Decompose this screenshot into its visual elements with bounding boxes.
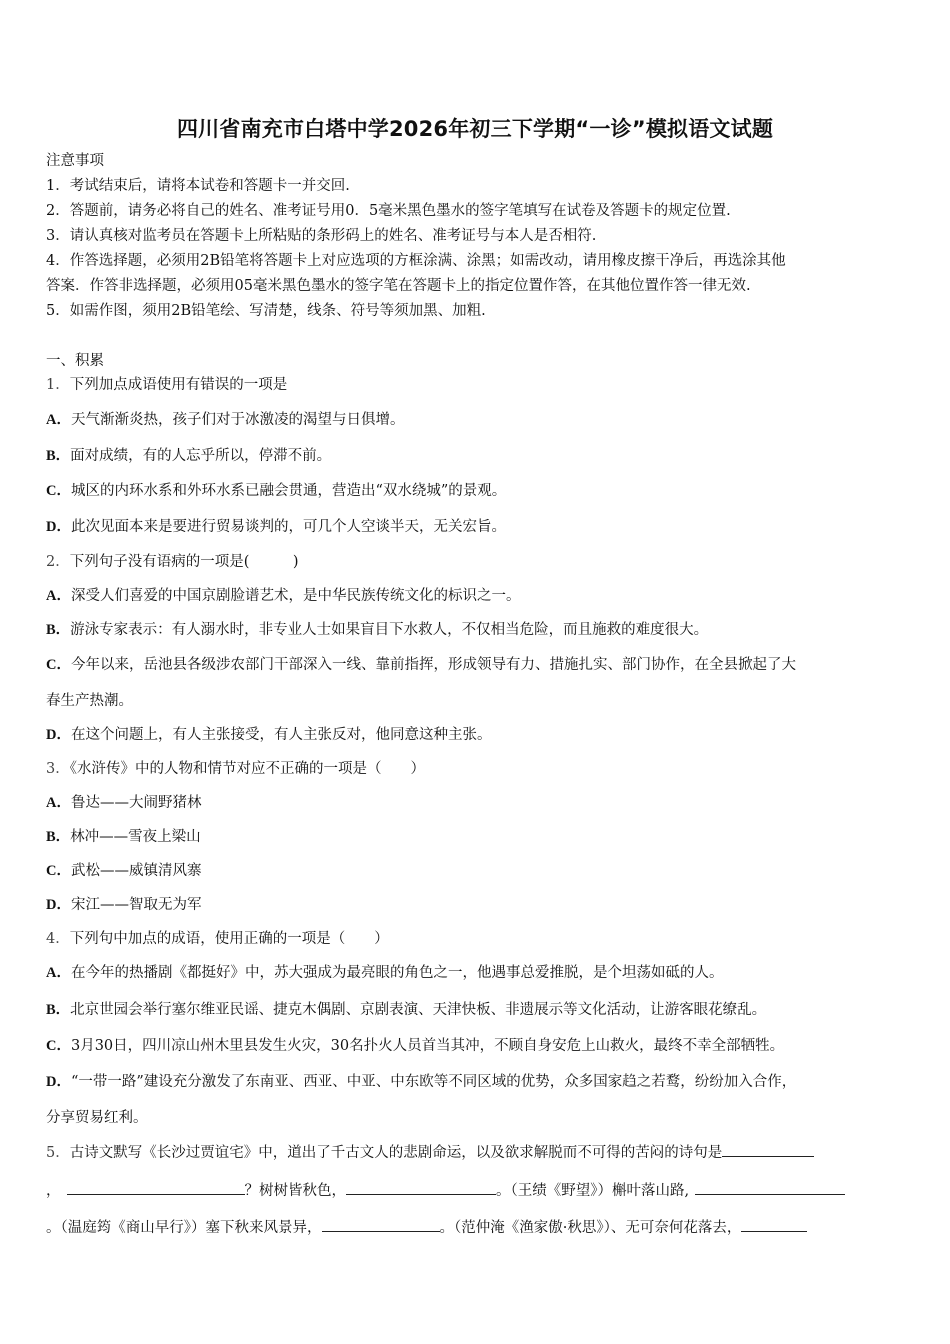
question-1-option-d [46, 517, 506, 537]
question-text: 古诗文默写《长沙过贾谊宅》中，道出了千古文人的悲剧命运，以及欲求解脱而不可得的苦闷的诗句是 [69, 1145, 723, 1161]
question-2-option-d [46, 725, 491, 745]
question-3-option-a [46, 793, 201, 813]
question-2-option-c [46, 655, 796, 675]
poem-text: 。（温庭筠《商山早行》）塞下秋来风景异， [46, 1220, 322, 1236]
question-text: 下列句中加点的成语，使用正确的一项是（ ） [69, 931, 389, 947]
question-3-option-d [46, 895, 201, 915]
question-3-stem [46, 759, 425, 779]
question-number: 4． [46, 931, 70, 947]
poem-text: 。（王绩《野望》）槲叶落山路, [496, 1183, 690, 1199]
option-label: B． [46, 622, 71, 638]
question-4-stem [46, 929, 389, 949]
question-4-option-a [46, 963, 723, 983]
option-text: 深受人们喜爱的中国京剧脸谱艺术，是中华民族传统文化的标识之一。 [70, 588, 521, 604]
option-label: A． [46, 965, 71, 981]
notice-item-2: 2．答题前，请务必将自己的姓名、准考证号用0．5毫米黑色墨水的签字笔填写在试卷及答题卡的规定位置. [46, 203, 731, 219]
question-number: 5． [46, 1145, 70, 1161]
answer-blank[interactable] [741, 1217, 807, 1232]
question-text: 《水浒传》中的人物和情节对应不正确的一项是（ ） [69, 761, 425, 777]
question-4-option-b [46, 1000, 766, 1020]
option-label: C． [46, 483, 71, 499]
question-1-stem [46, 375, 287, 395]
answer-blank[interactable] [695, 1180, 845, 1195]
option-text: 游泳专家表示：有人溺水时，非专业人士如果盲目下水救人，不仅相当危险，而且施救的难度很大。 [70, 622, 709, 638]
option-label: A． [46, 412, 71, 428]
notice-item-3: 3．请认真核对监考员在答题卡上所粘贴的条形码上的姓名、准考证号与本人是否相符. [46, 228, 597, 244]
notice-item-4: 4．作答选择题，必须用2B铅笔将答题卡上对应选项的方框涂满、涂黑；如需改动，请用橡皮擦干净后，再选涂其他 [46, 253, 786, 269]
question-4-option-d-cont: 分享贸易红利。 [46, 1110, 148, 1126]
section-heading: 一、积累 [46, 353, 104, 369]
option-label: C． [46, 657, 71, 673]
option-text: 面对成绩，有的人忘乎所以，停滞不前。 [70, 448, 332, 464]
option-text: 在今年的热播剧《都挺好》中，苏大强成为最亮眼的角色之一，他遇事总爱推脱，是个坦荡如砥的人。 [70, 965, 724, 981]
poem-text: 。（范仲淹《渔家傲·秋思》）、无可奈何花落去， [439, 1220, 742, 1236]
question-number: 1． [46, 377, 70, 393]
question-1-option-b [46, 446, 331, 466]
question-text: 下列句子没有语病的一项是( ) [69, 554, 299, 570]
question-4-option-d [46, 1072, 796, 1092]
notice-item-5: 5．如需作图，须用2B铅笔绘、写清楚，线条、符号等须加黑、加粗. [46, 303, 486, 319]
option-text: “一带一路”建设充分激发了东南亚、西亚、中亚、中东欧等不同区域的优势，众多国家趋之若鹜，纷纷加入合作， [70, 1074, 797, 1090]
notice-item-1: 1．考试结束后，请将本试卷和答题卡一并交回. [46, 178, 350, 194]
option-text: 宋江——智取无为军 [70, 897, 202, 913]
notice-heading: 注意事项 [46, 153, 104, 169]
option-text: 北京世园会举行塞尔维亚民谣、捷克木偶剧、京剧表演、天津快板、非遗展示等文化活动，让游客眼花缭乱。 [70, 1002, 767, 1018]
option-label: D． [46, 1074, 71, 1090]
option-text: 今年以来，岳池县各级涉农部门干部深入一线、靠前指挥，形成领导有力、措施扎实、部门协作，在全县掀起了大 [70, 657, 796, 673]
option-text: 鲁达——大闹野猪林 [70, 795, 202, 811]
question-1-option-c [46, 481, 506, 501]
option-label: B． [46, 448, 71, 464]
question-2-stem [46, 552, 299, 572]
question-number: 2． [46, 554, 70, 570]
option-text: 3月30日，四川凉山州木里县发生火灾，30名扑火人员首当其冲，不顾自身安危上山救火，最终不幸全部牺牲。 [70, 1038, 785, 1054]
poem-text: ， [46, 1183, 61, 1199]
question-1-option-a [46, 410, 404, 430]
question-5-line-3 [46, 1217, 807, 1238]
option-text: 此次见面本来是要进行贸易谈判的，可几个人空谈半天，无关宏旨。 [70, 519, 506, 535]
option-label: A． [46, 588, 71, 604]
option-label: C． [46, 1038, 71, 1054]
option-text: 城区的内环水系和外环水系已融会贯通，营造出“双水绕城”的景观。 [70, 483, 507, 499]
question-3-option-b [46, 827, 201, 847]
answer-blank[interactable] [322, 1217, 440, 1232]
poem-text: ？树树皆秋色， [244, 1183, 346, 1199]
option-text: 林冲——雪夜上梁山 [70, 829, 201, 845]
document-title: 四川省南充市白塔中学2026年初三下学期“一诊”模拟语文试题 [176, 117, 774, 141]
question-5-line-2 [46, 1180, 845, 1201]
option-label: C． [46, 863, 71, 879]
question-2-option-b [46, 620, 708, 640]
option-label: A． [46, 795, 71, 811]
question-2-option-c-cont: 春生产热潮。 [46, 693, 133, 709]
option-label: D． [46, 519, 71, 535]
option-label: D． [46, 897, 71, 913]
option-label: B． [46, 1002, 71, 1018]
question-number: 3． [46, 761, 70, 777]
question-2-option-a [46, 586, 520, 606]
question-5-stem [46, 1142, 814, 1163]
notice-item-4-cont: 答案．作答非选择题，必须用05毫米黑色墨水的签字笔在答题卡上的指定位置作答，在其他位置作答一律无效. [46, 278, 751, 294]
question-4-option-c [46, 1036, 784, 1056]
question-3-option-c [46, 861, 201, 881]
answer-blank[interactable] [722, 1142, 814, 1157]
option-text: 武松——威镇清风寨 [70, 863, 202, 879]
option-label: B． [46, 829, 71, 845]
answer-blank[interactable] [346, 1180, 496, 1195]
option-text: 在这个问题上，有人主张接受，有人主张反对，他同意这种主张。 [70, 727, 492, 743]
answer-blank[interactable] [67, 1180, 245, 1195]
question-text: 下列加点成语使用有错误的一项是 [69, 377, 288, 393]
option-label: D． [46, 727, 71, 743]
option-text: 天气渐渐炎热，孩子们对于冰激凌的渴望与日俱增。 [70, 412, 405, 428]
